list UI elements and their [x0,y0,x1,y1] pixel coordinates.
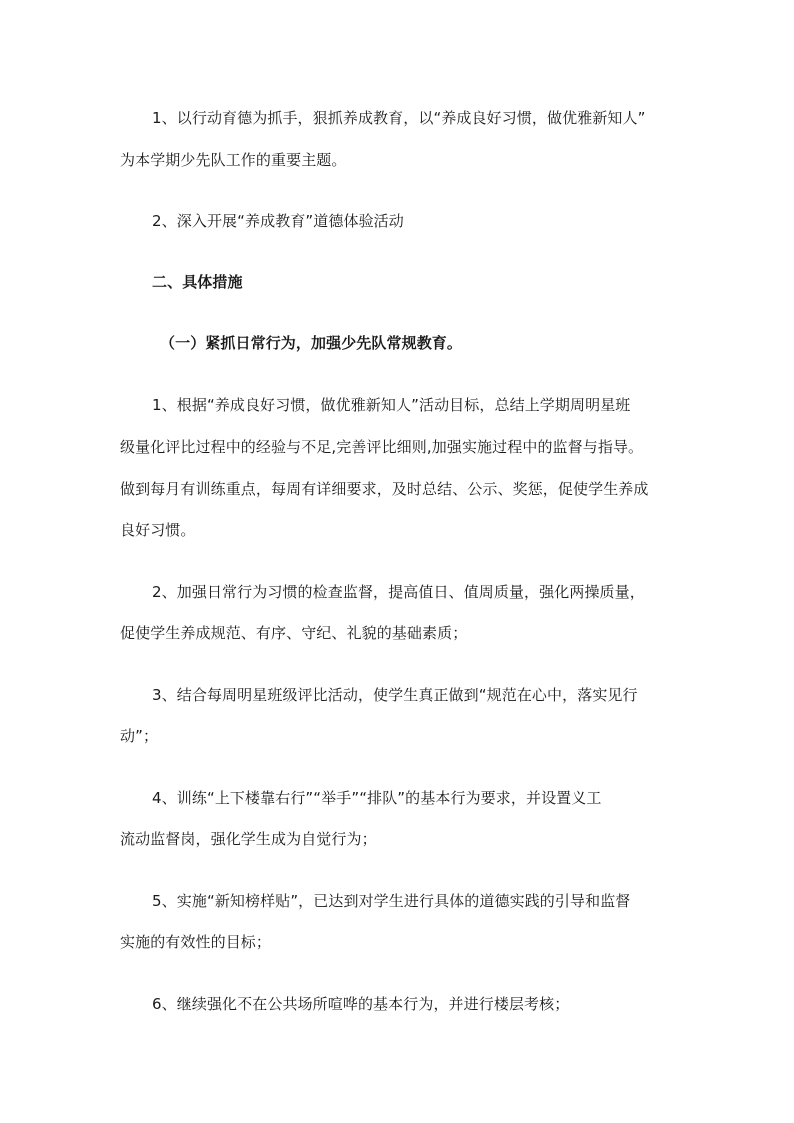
paragraph-1-line-1: 1、以行动育德为抓手，狠抓养成教育，以“养成良好习惯，做优雅新知人” [152,109,646,127]
measure-3-line-1: 3、结合每周明星班级评比活动，使学生真正做到“规范在心中，落实见行 [152,686,638,704]
measure-1-line-4: 良好习惯。 [120,521,196,539]
measure-2-line-1: 2、加强日常行为习惯的检查监督，提高值日、值周质量，强化两操质量， [152,583,645,601]
subsection-heading: （一）紧抓日常行为，加强少先队常规教育。 [160,334,463,352]
measure-1-line-3: 做到每月有训练重点，每周有详细要求，及时总结、公示、奖惩，促使学生养成 [120,480,649,498]
measure-5-line-2: 实施的有效性的目标； [120,933,272,951]
section-heading: 二、具体措施 [152,273,243,291]
measure-6-line-1: 6、继续强化不在公共场所喧哗的基本行为，并进行楼层考核； [152,995,570,1013]
measure-4-line-2: 流动监督岗，强化学生成为自觉行为； [120,830,377,848]
paragraph-1-line-2: 为本学期少先队工作的重要主题。 [120,151,347,169]
measure-4-line-1: 4、训练“上下楼靠右行”“举手”“排队”的基本行为要求，并设置义工 [152,789,602,807]
measure-5-line-1: 5、实施“新知榜样贴”，已达到对学生进行具体的道德实践的引导和监督 [152,892,631,910]
paragraph-2: 2、深入开展“养成教育”道德体验活动 [152,212,404,230]
measure-1-line-1: 1、根据“养成良好习惯，做优雅新知人”活动目标，总结上学期周明星班 [152,396,631,414]
measure-2-line-2: 促使学生养成规范、有序、守纪、礼貌的基础素质； [120,624,468,642]
measure-1-line-2: 级量化评比过程中的经验与不足,完善评比细则,加强实施过程中的监督与指导。 [120,438,644,456]
measure-3-line-2: 动”； [120,727,159,745]
